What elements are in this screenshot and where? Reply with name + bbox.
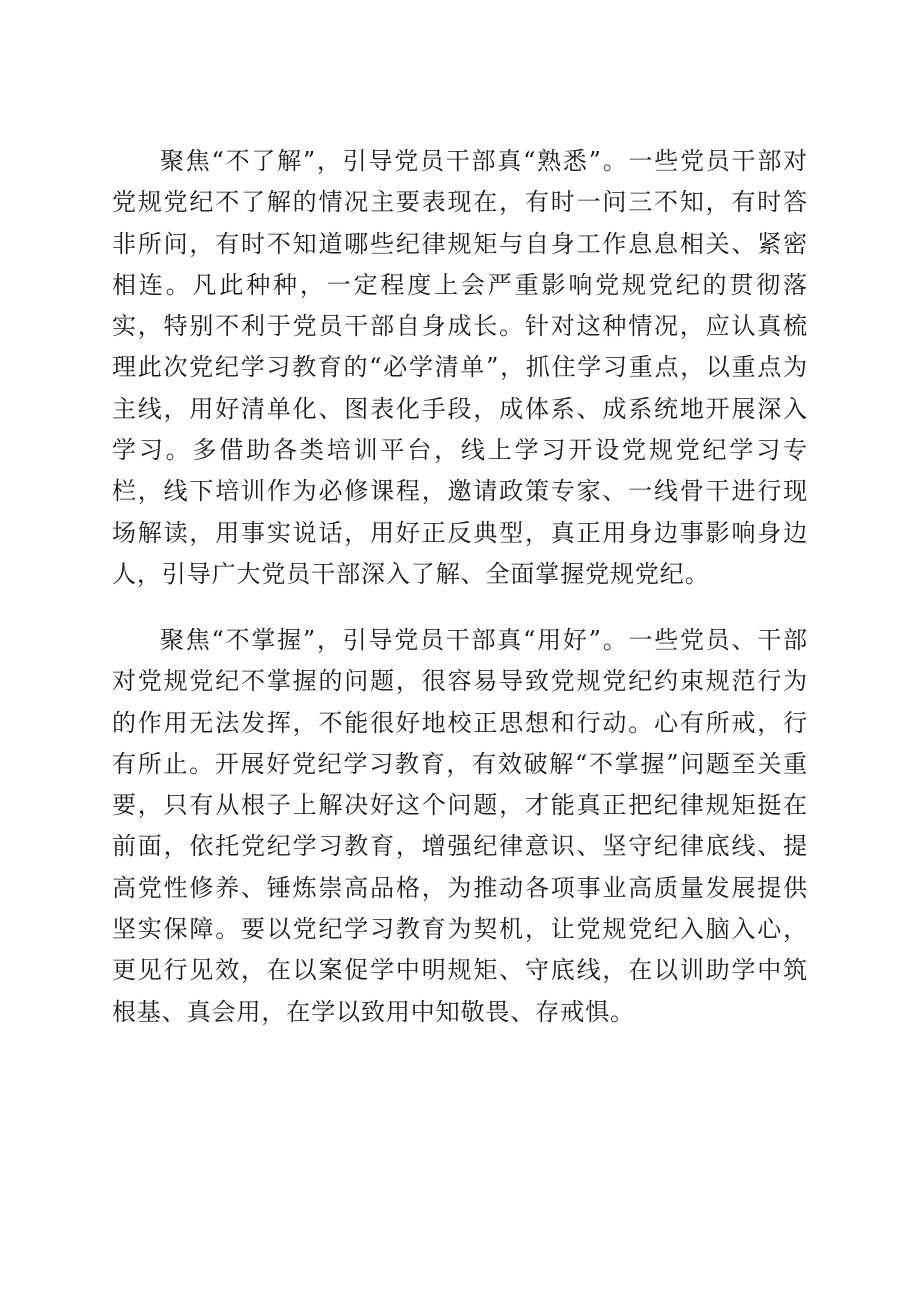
document-body-paragraph-2-container [112, 620, 808, 1033]
body-paragraph-1: 聚焦“不了解”，引导党员干部真“熟悉”。一些党员干部对党规党纪不了解的情况主要表现在，有时一问三不知，有时答非所问，有时不知道哪些纪律规矩与自身工作息息相关、紧密相连。凡此种种，一定程度上会严重影响党规党纪的贯彻落实，特别不利于党员干部自身成长。针对这种情况，应认真梳理此次党纪学习教育的“必学清单”，抓住学习重点，以重点为主线，用好清单化、图表化手段，成体系、成系统地开展深入学习。多借助各类培训平台，线上学习开设党规党纪学习专栏，线下培训作为必修课程，邀请政策专家、一线骨干进行现场解读，用事实说话，用好正反典型，真正用身边事影响身边人，引导广大党员干部深入了解、全面掌握党规党纪。 [112, 147, 808, 588]
document-body-paragraph-1-container [112, 141, 808, 595]
body-paragraph-2: 聚焦“不掌握”，引导党员干部真“用好”。一些党员、干部对党规党纪不掌握的问题，很容易导致党规党纪约束规范行为的作用无法发挥，不能很好地校正思想和行动。心有所戒，行有所止。开展好党纪学习教育，有效破解“不掌握”问题至关重要，只有从根子上解决好这个问题，才能真正把纪律规矩挺在前面，依托党纪学习教育，增强纪律意识、坚守纪律底线、提高党性修养、锤炼崇高品格，为推动各项事业高质量发展提供坚实保障。要以党纪学习教育为契机，让党规党纪入脑入心，更见行见效，在以案促学中明规矩、守底线，在以训助学中筑根基、真会用，在学以致用中知敬畏、存戒惧。 [112, 626, 808, 1026]
